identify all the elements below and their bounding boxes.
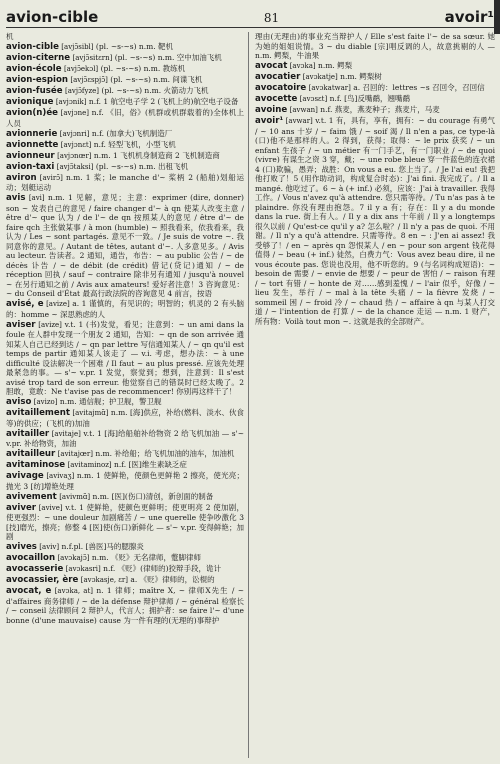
entry-headword: aviso <box>6 397 32 407</box>
entry-headword: avives <box>6 542 37 552</box>
dictionary-entry <box>6 429 244 449</box>
entry-definition: v.t. 1 [海]给船舶补给物资 2 给飞机加油 — s'~ v.pr. 补给物资，加油 <box>6 428 244 448</box>
left-column <box>6 32 244 758</box>
dictionary-entry <box>6 151 244 162</box>
entry-headword: avocat <box>255 61 288 71</box>
left-running-headword: avion-cible <box>6 8 99 26</box>
entry-definition: n.m. 1 见解，意见；主意：exprimer (dire, donner) son ~ 发表自己的意见 / faire changer d'~ à qn 使某人改变主意 / être d'~ que 认为 / de l'~ de qn 按照某人的意见 / être d'~ de faire qch 主张做某事 / à mon (humble) ~ 照我看来，依我看来，我认为 / Les ~ sont partagés. 意见不一致。/ Je suis de votre ~. 我同意你的意见。/ Autant de têtes, autant d'~. 人多意见多。/ Avis au lecteur. 告读者。2 通知，通告，布告：~ au public 公告 / ~ de décès 讣告 / ~ de débit (de crédit) 借记(贷记)通知 / ~ de réception 回执 / sauf ~ contraire 除非另有通知 / jusqu'à nouvel ~ 在另行通知之前 / Avis aux amateurs! 爱好者注意！3 咨询意见：~ du Conseil d'État 最高行政法院的咨询意见 4 前言，按语 <box>6 193 244 298</box>
entry-headword: avion-citerne <box>6 53 71 63</box>
entry-pronunciation: [avɔsɛt] <box>299 95 328 103</box>
dictionary-entry <box>6 564 244 575</box>
entry-definition: n.f. 轻型飞机，小型飞机 <box>93 139 176 149</box>
entry-pronunciation: [avive] <box>38 503 63 512</box>
entry-pronunciation: [avizo] <box>33 398 58 406</box>
entry-headword: avion-fusée <box>6 86 63 96</box>
dictionary-entry <box>255 116 495 326</box>
entry-definition: n.m. 1 桨；le manche d'~ 桨柄 2 (船舶)划船运动；划艇运动 <box>6 172 244 192</box>
entry-definition: n.m. 鳄梨树 <box>340 72 382 81</box>
entry-headword: avoir¹ <box>255 116 284 126</box>
dictionary-entry <box>6 129 244 140</box>
dictionary-entry <box>255 94 495 105</box>
entry-pronunciation: [avɔkajɔ̃] <box>57 554 90 562</box>
entry-headword: avion-cible <box>6 42 59 52</box>
entry-pronunciation: [avɔka] <box>289 62 316 70</box>
entry-headword: avitailler <box>6 428 50 439</box>
dictionary-entry <box>6 553 244 564</box>
dictionary-entry <box>6 193 244 299</box>
entry-pronunciation: [avitajmɑ̃] <box>72 409 109 417</box>
dictionary-entry <box>6 173 244 193</box>
dictionary-entry <box>6 492 244 503</box>
dictionary-entry <box>6 140 244 151</box>
entry-definition: n.f.pl. [兽医]马的腮腺炎 <box>61 542 144 551</box>
dictionary-entry <box>6 299 244 319</box>
entry-headword: aviser <box>6 319 36 330</box>
entry-headword: avocatoire <box>255 83 307 93</box>
entry-headword: avitaminose <box>6 460 66 470</box>
thumb-index-tab <box>494 0 500 34</box>
entry-pronunciation: [avɔkatje] <box>302 73 338 81</box>
entry-pronunciation: [avwar] <box>285 117 313 125</box>
entry-pronunciation: [avɔkatwar] <box>308 84 351 92</box>
entry-definition: (pl. ~s-~s) n.m. 出租飞机 <box>95 161 188 171</box>
entry-headword: aviver <box>6 502 37 513</box>
dictionary-entry <box>6 64 244 75</box>
entry-headword: avocatier <box>255 72 301 82</box>
dictionary-entry <box>6 86 244 97</box>
entry-pronunciation: [aviv] <box>39 543 60 551</box>
entry-definition: (pl. ~s-~s) n.m. 火箭动力飞机 <box>101 86 209 95</box>
dictionary-entry <box>6 108 244 128</box>
entry-definition: n.f. 《贬》(律师的)狡辩手段，诡计 <box>103 564 222 573</box>
entry-pronunciation: [avitaminoz] <box>67 461 112 469</box>
entry-pronunciation: [avjɔ̃taksi] <box>56 162 94 171</box>
dictionary-entry <box>6 162 244 173</box>
dictionary-entry <box>255 32 495 61</box>
entry-definition: (pl. ~s-~s) n.m. 教练机 <box>100 64 186 73</box>
entry-headword: avisé, e <box>6 299 44 309</box>
entry-headword: avionneur <box>6 150 55 161</box>
entry-pronunciation: [avjɔnœr] <box>57 151 92 160</box>
entry-pronunciation: [avjɔnik] <box>55 98 87 106</box>
entry-headword: avocassier, ère <box>6 575 79 585</box>
entry-definition: n.m. 通信舰；护卫舰，警卫舰 <box>59 397 162 406</box>
entry-definition: (pl. ~s-~s) n.m. 靶机 <box>95 42 174 51</box>
dictionary-entry <box>6 460 244 471</box>
entry-headword: avion-école <box>6 64 62 74</box>
entry-headword: avion-taxi <box>6 161 55 172</box>
entry-definition: n.f. 1 航空电子学 2 (飞机上的)航空电子设备 <box>88 97 239 106</box>
dictionary-entry <box>255 72 495 83</box>
entry-definition: n.f. (加拿大)飞机制造厂 <box>91 128 173 138</box>
entry-headword: avocat, e <box>6 586 52 596</box>
page-number: 81 <box>263 11 280 25</box>
entry-definition: n.f. [医]维生素缺乏症 <box>114 460 187 469</box>
dictionary-entry <box>6 397 244 408</box>
dictionary-entry <box>255 61 495 72</box>
entry-pronunciation: [avi] <box>28 194 45 202</box>
dictionary-entry <box>6 575 244 586</box>
entry-pronunciation: [avɔka, at] <box>54 587 93 595</box>
entry-pronunciation: [avize] <box>38 320 62 329</box>
entry-headword: aviron <box>6 172 37 183</box>
entry-pronunciation: [avjɔ̃fyze] <box>64 87 100 95</box>
dictionary-entry <box>6 471 244 491</box>
entry-headword: avoine <box>255 105 288 115</box>
column-divider <box>248 32 249 758</box>
entry-definition: n.m. 鳄梨 <box>318 61 353 70</box>
dictionary-entry <box>6 503 244 542</box>
entry-pronunciation: [avjɔnɛt] <box>60 140 92 149</box>
entry-headword: avionnette <box>6 139 59 150</box>
right-column <box>255 32 495 758</box>
dictionary-entry <box>6 97 244 108</box>
entry-headword: avion-espion <box>6 75 68 85</box>
entry-definition: a. 1 谨慎的，有见识的；明智的；机灵的 2 有头脑的：homme ~ 深思熟虑的人 <box>6 299 244 319</box>
entry-headword: avitailleur <box>6 449 56 459</box>
entry-definition: v.t. 1 (书)发觉，看见；注意到：~ un ami dans la foule 在人群中发现一个朋友 2 通知，告知：~ qn de son arrivée 通知某人自己已经到达 / ~ qn par lettre 写信通知某人 / ~ qn qu'il est temps de partir 通知某人该走了 — v.i. 考虑，想办法：~ à une difficulté 设法解决一个困难 / Il faut ~ au plus pressé. 应该先处理最紧急的事。— s'~ v.pr. 1 发觉，察觉到；想到，注意到：Il s'est avisé trop tard de son erreur. 他觉察自己的错误时已经太晚了。2 胆敢，竟敢：Ne t'avise pas de recommencer! 你别再这样干了！ <box>6 319 244 396</box>
entry-headword: avitaillement <box>6 408 70 418</box>
entry-definition: 机 <box>6 32 14 41</box>
entry-definition: v.t. 1 有，具有，享有，拥有：~ du courage 有勇气 / ~ 10 ans 十岁 / ~ faim 饿 / ~ soif 渴 / Il n'en a pas, ce type-là (口)他不是那样的人。2 得到，获得；取得：~ le prix 获奖 / ~ un enfant 生孩子 / ~ un métier 有一门手艺，有一门职业 / ~ de quoi (vivre) 有谋生之资 3 穿，戴；~ une robe bleue 穿一件蓝色的连衣裙 4 (口)欺骗，愚弄；战胜：On vous a eu. 您上当了。/ Je l'ai eu! 我把他打败了！5 (用作助动词，构成复合时态)：J'ai fini. 我完成了。/ Il a mangé. 他吃过了。6 ~ à (+ inf.) 必须，应该：J'ai à travailler. 我得工作。/ Vous n'avez qu'à attendre. 您只需等待。/ Tu n'as pas à te plaindre. 你没有理由抱怨。7 il y a 有；存在：Il y a du monde dans la rue. 街上有人。/ Il y a dix ans 十年前 / Il y a longtemps 很久以前 / Qu'est-ce qu'il y a? 怎么啦？/ Il n'y a pas de quoi. 不用谢。/ Il n'y a qu'à attendre. 只需等待。8 en ~ : J'en ai assez! 我受够了！/ en ~ après qn 怨恨某人 / en ~ pour son argent 钱花得值得 / ~ beau (+ inf.) 徒然，白费力气：Vous avez beau dire, il ne vous écoute pas. 您说也没用，他不听您的。9 (与名词构成短语)：~ besoin de 需要 / ~ envie de 想要 / ~ peur de 害怕 / ~ raison 有理 / ~ tort 有错 / ~ honte de 对……感到羞愧 / ~ l'air 似乎，好像 / ~ lieu 发生，举行 / ~ mal à la tête 头痛 / ~ la fièvre 发烧 / ~ sommeil 困 / ~ froid 冷 / ~ chaud 热 / ~ affaire à qn 与某人打交道 / ~ l'intention de 打算 / ~ de la chance 走运 — n.m. 1 财产，所有物：Voilà tout mon ~. 这就是我的全部财产。 <box>255 116 495 326</box>
entry-definition: v.t. 1 使鲜艳，使颜色更鲜明；使更明亮 2 使加剧，使更强烈：~ une douleur 加剧痛苦 / ~ une querelle 使争吵激化 3 [技]磨光，擦亮；修整 4 [医]使(伤口)新鲜化 — s'~ v.pr. 变得鲜艳；加剧 <box>6 502 244 541</box>
entry-pronunciation: [avize] <box>46 300 70 308</box>
dictionary-entry <box>6 75 244 86</box>
entry-headword: avocasserie <box>6 564 64 574</box>
entry-pronunciation: [avivaʒ] <box>46 472 75 480</box>
entry-definition: a. 《贬》律师的，讼棍的 <box>130 575 215 584</box>
entry-pronunciation: [avitajœr] <box>57 450 93 458</box>
entry-definition: n.m. 1 飞机机身制造商 2 飞机制造商 <box>93 150 220 160</box>
entry-definition: n.f. 《旧，俗》(机群或机群载着的)全体机上人员 <box>6 108 244 128</box>
entry-definition: n.f. [鸟]反嘴鹬，翘嘴鹬 <box>329 94 410 103</box>
entry-definition: n.m. 《贬》无名律师，蹩脚律师 <box>91 553 201 562</box>
entry-pronunciation: [avitaje] <box>51 429 81 438</box>
entry-headword: avivage <box>6 471 44 481</box>
entry-pronunciation: [avjɔ̃sibl] <box>61 43 94 51</box>
entry-headword: avis <box>6 193 26 203</box>
entry-definition: a. 召回的：lettres ~s 召回令，召回信 <box>353 83 485 92</box>
entry-pronunciation: [avɔkasje, ɛr] <box>80 576 128 584</box>
entry-pronunciation: [avjɔnri] <box>59 129 90 138</box>
dictionary-entry <box>6 53 244 64</box>
dictionary-entry <box>6 32 244 42</box>
entry-definition: n.m. [医](伤口)清创，新创面的制备 <box>92 491 214 501</box>
entry-definition: n.m. 补给船；给飞机加油的油车，加油机 <box>95 449 235 458</box>
right-running-headword: avoir¹ <box>444 8 494 26</box>
entry-definition: (pl. ~s-~s) n.m. 间谍飞机 <box>110 75 203 84</box>
entry-headword: avivement <box>6 491 57 502</box>
entry-pronunciation: [avivmɑ̃] <box>59 492 91 501</box>
entry-definition: n.m. [海]供应，补给(燃料、淡水、伙食等)的供应；(飞机的)加油 <box>6 408 244 428</box>
entry-headword: avocette <box>255 94 298 104</box>
entry-definition: (pl. ~s-~s) n.m. 空中加油飞机 <box>114 53 222 62</box>
entry-definition: n.m. 1 使鲜艳，使颜色更鲜艳 2 擦亮，使光亮；抛光 3 [纺]增艳处理 <box>6 471 244 491</box>
dictionary-entry <box>6 408 244 428</box>
dictionary-entry <box>6 542 244 553</box>
entry-definition: n. 1 律师；maître X, ~ 律师X先生 / ~ d'affaires 商务律师 / ~ de la défense 辩护律师 / ~ général 检察长 / ~ conseil 法律顾问 2 辩护人，代言人；拥护者：se faire l'~ d'une bonne (d'une mauvaise) cause 为一件有理的(无理的)事辩护 <box>6 586 244 625</box>
header-rule <box>6 27 494 28</box>
entry-definition: n.f. 燕麦，燕麦种子；燕麦片，马麦 <box>320 105 440 114</box>
entry-pronunciation: [avwan] <box>289 106 318 114</box>
dictionary-entry <box>6 42 244 53</box>
dictionary-entry <box>255 83 495 94</box>
entry-headword: avocaillon <box>6 553 56 563</box>
entry-pronunciation: [avjɔ̃sitɛrn] <box>72 54 113 62</box>
dictionary-entry <box>6 586 244 625</box>
entry-headword: avionnerie <box>6 128 58 139</box>
dictionary-entry <box>255 105 495 116</box>
entry-headword: avion(n)ée <box>6 108 58 118</box>
dictionary-entry <box>6 449 244 460</box>
entry-pronunciation: [avɔkasri] <box>65 565 101 573</box>
entry-pronunciation: [avjɔ̃ekɔl] <box>63 65 99 73</box>
entry-pronunciation: [avjɔ̃ɛspjɔ̃] <box>70 76 108 84</box>
entry-pronunciation: [avjɔne] <box>60 109 89 117</box>
entry-definition: 理由(无理由)的事业充当辩护人 / Elle s'est faite l'~ de sa sœur. 她为她的姐姐说情。3 ~ du diable [宗]唱反调的人，故意挑剔的人 — n.m. 鳄梨，牛油果 <box>255 32 495 60</box>
dictionary-entry <box>6 320 244 397</box>
page-header <box>6 4 494 26</box>
entry-pronunciation: [avirɔ̃] <box>39 173 63 182</box>
entry-headword: avionique <box>6 97 54 107</box>
